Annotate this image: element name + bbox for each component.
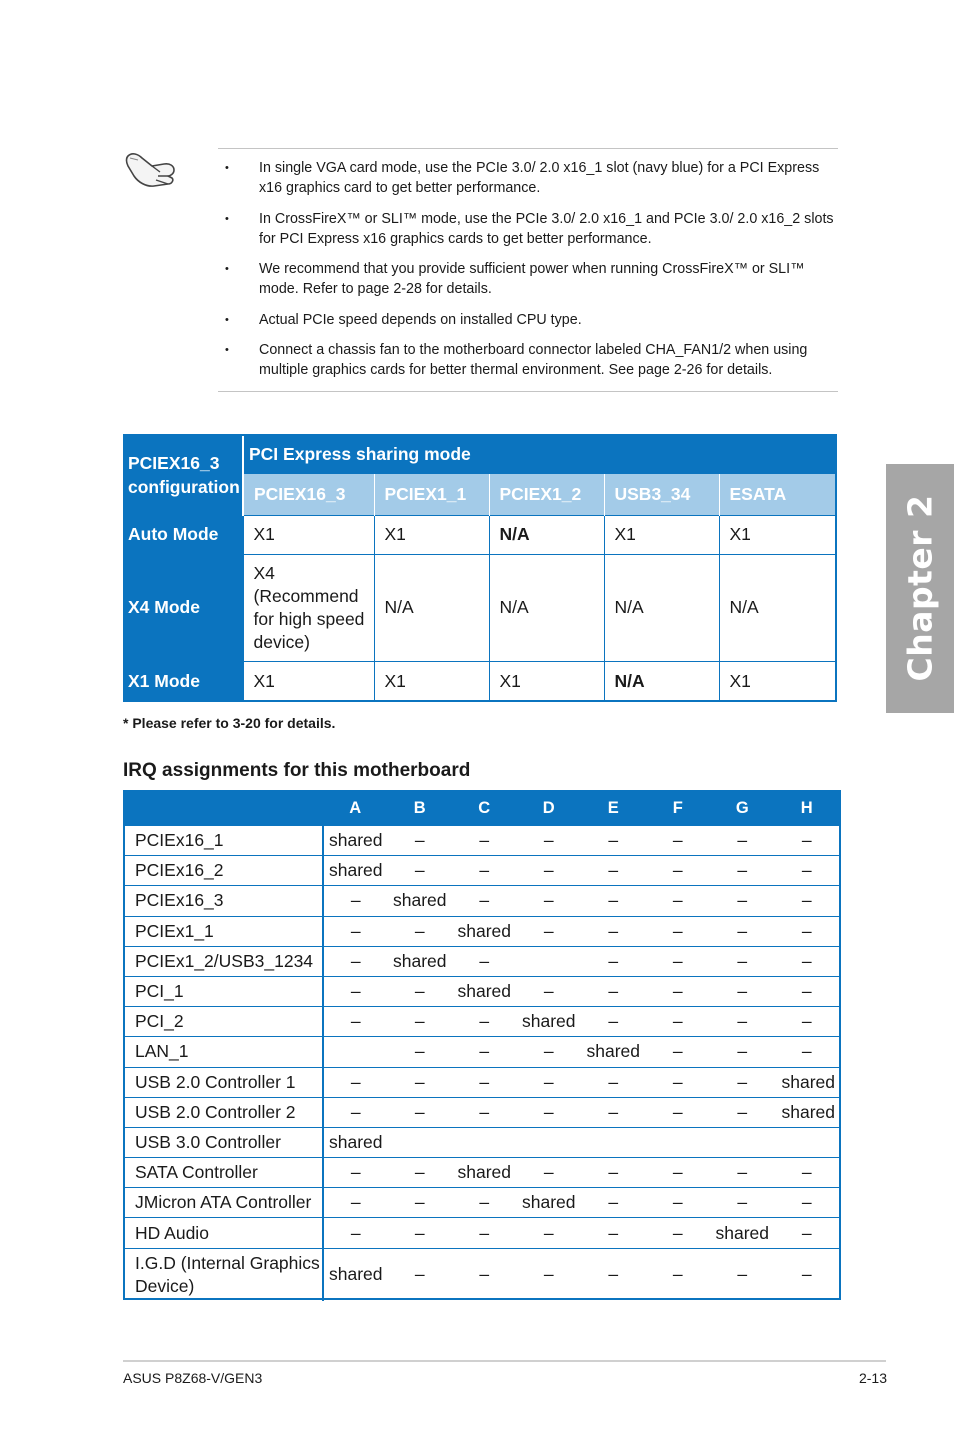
irq-cell	[388, 1127, 453, 1157]
pcie-row	[123, 554, 837, 661]
irq-cell: –	[646, 826, 711, 856]
irq-cell: –	[710, 856, 775, 886]
irq-row	[125, 856, 839, 886]
pcie-col-header: PCIEX1_1	[374, 474, 489, 515]
irq-cell: –	[646, 1188, 711, 1218]
footer-page-number: 2-13	[858, 1370, 887, 1386]
irq-cell	[517, 1127, 582, 1157]
irq-cell: –	[646, 976, 711, 1006]
irq-row	[125, 946, 839, 976]
irq-cell: shared	[323, 826, 388, 856]
irq-cell: –	[517, 886, 582, 916]
irq-cell: shared	[517, 1007, 582, 1037]
irq-col-header: A	[323, 792, 388, 826]
irq-cell: –	[517, 1218, 582, 1248]
irq-col-header: F	[646, 792, 711, 826]
irq-cell: –	[452, 1067, 517, 1097]
irq-cell: –	[323, 946, 388, 976]
irq-cell: –	[646, 1007, 711, 1037]
bullet-icon: •	[225, 263, 229, 275]
irq-cell: –	[452, 1097, 517, 1127]
bullet-icon: •	[225, 344, 229, 356]
pcie-row	[123, 515, 837, 554]
irq-cell: –	[388, 826, 453, 856]
irq-cell: shared	[452, 1158, 517, 1188]
irq-cell: –	[646, 1158, 711, 1188]
irq-cell: shared	[323, 856, 388, 886]
irq-cell: –	[517, 1158, 582, 1188]
pcie-row-label: X1 Mode	[123, 661, 243, 702]
irq-cell: –	[323, 1158, 388, 1188]
pcie-col-header: ESATA	[719, 474, 837, 515]
irq-cell: –	[452, 1188, 517, 1218]
irq-col-header: B	[388, 792, 453, 826]
irq-cell: shared	[323, 1127, 388, 1157]
irq-cell: –	[517, 1067, 582, 1097]
irq-device-name: PCIEx1_2/USB3_1234	[125, 946, 323, 976]
irq-cell: –	[581, 946, 646, 976]
footer-product-name: ASUS P8Z68-V/GEN3	[123, 1370, 263, 1386]
irq-cell: shared	[775, 1067, 840, 1097]
chapter-tab	[886, 464, 954, 713]
irq-cell: –	[775, 886, 840, 916]
pcie-sharing-table	[123, 434, 837, 702]
irq-row	[125, 1097, 839, 1127]
pcie-corner-header: PCIEX16_3 configuration	[123, 434, 243, 515]
pcie-cell: X1	[374, 515, 489, 554]
pcie-col-header: PCIEX1_2	[489, 474, 604, 515]
irq-col-header: C	[452, 792, 517, 826]
irq-cell: –	[452, 856, 517, 886]
pcie-cell: X1	[374, 661, 489, 702]
bullet-icon: •	[225, 162, 229, 174]
irq-cell: –	[775, 976, 840, 1006]
irq-row	[125, 1248, 839, 1301]
irq-cell: –	[388, 1067, 453, 1097]
irq-cell: –	[388, 1158, 453, 1188]
irq-table	[125, 792, 839, 1301]
irq-cell: –	[581, 856, 646, 886]
irq-row	[125, 826, 839, 856]
note-item: • Connect a chassis fan to the motherboard connector labeled CHA_FAN1/2 when using multiple graphics cards for better thermal environment. See page 2-26 for details.	[225, 342, 808, 378]
irq-device-name: PCIEx16_3	[125, 886, 323, 916]
irq-cell: –	[452, 1248, 517, 1301]
pcie-row-label: Auto Mode	[123, 515, 243, 554]
irq-cell: –	[388, 1097, 453, 1127]
irq-cell: –	[646, 946, 711, 976]
pcie-cell: X1	[243, 661, 374, 702]
irq-cell: –	[452, 1037, 517, 1067]
pcie-cell: X1	[243, 515, 374, 554]
irq-row	[125, 1037, 839, 1067]
irq-cell: –	[452, 946, 517, 976]
bullet-icon: •	[225, 212, 229, 225]
irq-cell: –	[323, 916, 388, 946]
irq-cell	[517, 946, 582, 976]
irq-cell: –	[646, 1037, 711, 1067]
irq-table-body	[125, 826, 839, 1301]
irq-device-name: PCIEx16_1	[125, 826, 323, 856]
irq-row	[125, 1218, 839, 1248]
irq-cell: –	[775, 1188, 840, 1218]
irq-cell	[710, 1127, 775, 1157]
irq-device-name: USB 2.0 Controller 1	[125, 1067, 323, 1097]
irq-cell: shared	[452, 976, 517, 1006]
note-item: • Actual PCIe speed depends on installed CPU type.	[225, 311, 582, 328]
irq-cell: –	[581, 826, 646, 856]
irq-cell: –	[517, 1248, 582, 1301]
irq-cell: shared	[452, 916, 517, 946]
irq-cell: –	[452, 886, 517, 916]
irq-device-name: JMicron ATA Controller	[125, 1188, 323, 1218]
irq-row	[125, 1158, 839, 1188]
irq-row	[125, 1007, 839, 1037]
pcie-cell: N/A	[489, 554, 604, 661]
pcie-cell: X1	[489, 661, 604, 702]
pcie-cell: X1	[719, 515, 837, 554]
irq-cell: –	[710, 946, 775, 976]
irq-row	[125, 1067, 839, 1097]
irq-cell: –	[646, 856, 711, 886]
irq-row	[125, 976, 839, 1006]
irq-cell: –	[775, 1248, 840, 1301]
irq-cell	[452, 1127, 517, 1157]
irq-col-header: G	[710, 792, 775, 826]
pcie-cell: N/A	[374, 554, 489, 661]
irq-cell: –	[323, 1067, 388, 1097]
irq-row	[125, 1127, 839, 1157]
pcie-cell: N/A	[489, 515, 604, 554]
irq-cell: –	[323, 976, 388, 1006]
irq-cell: –	[581, 1248, 646, 1301]
irq-device-name: LAN_1	[125, 1037, 323, 1067]
irq-cell: shared	[710, 1218, 775, 1248]
irq-cell: –	[775, 1007, 840, 1037]
pcie-cell: X1	[604, 515, 719, 554]
pcie-row-label: X4 Mode	[123, 554, 243, 661]
irq-cell: –	[581, 1188, 646, 1218]
footnote: * Please refer to 3-20 for details.	[123, 715, 336, 731]
irq-col-header: H	[775, 792, 840, 826]
irq-cell: –	[710, 1067, 775, 1097]
irq-cell: –	[323, 1007, 388, 1037]
irq-row	[125, 886, 839, 916]
irq-cell: –	[452, 1007, 517, 1037]
hand-pointing-icon	[124, 146, 180, 190]
pcie-cell: X1	[719, 661, 837, 702]
irq-cell: –	[646, 1067, 711, 1097]
irq-device-name: PCIEx1_1	[125, 916, 323, 946]
irq-cell: –	[517, 916, 582, 946]
irq-cell: –	[710, 826, 775, 856]
irq-device-name: PCI_2	[125, 1007, 323, 1037]
irq-cell: –	[388, 916, 453, 946]
irq-cell: –	[452, 826, 517, 856]
note-box	[218, 148, 838, 392]
irq-col-header: E	[581, 792, 646, 826]
irq-cell: –	[517, 826, 582, 856]
pcie-col-header: PCIEX16_3	[243, 474, 374, 515]
irq-cell: shared	[775, 1097, 840, 1127]
irq-device-name: PCIEx16_2	[125, 856, 323, 886]
irq-device-name: SATA Controller	[125, 1158, 323, 1188]
irq-cell: –	[388, 1218, 453, 1248]
irq-cell	[581, 1127, 646, 1157]
irq-device-name: PCI_1	[125, 976, 323, 1006]
irq-cell: –	[581, 1067, 646, 1097]
irq-cell: –	[710, 976, 775, 1006]
irq-cell: shared	[388, 886, 453, 916]
note-item: • In single VGA card mode, use the PCIe 3.0/ 2.0 x16_1 slot (navy blue) for a PCI Express x16 graphics card to get better performance.	[225, 160, 820, 196]
pcie-row	[123, 661, 837, 702]
irq-section-title: IRQ assignments for this motherboard	[123, 760, 471, 781]
irq-cell: –	[775, 946, 840, 976]
irq-cell: –	[388, 976, 453, 1006]
irq-cell: –	[581, 886, 646, 916]
irq-device-name: USB 3.0 Controller	[125, 1127, 323, 1157]
irq-cell: –	[581, 976, 646, 1006]
irq-cell: shared	[581, 1037, 646, 1067]
irq-cell: shared	[323, 1248, 388, 1301]
irq-cell: –	[517, 1037, 582, 1067]
irq-cell: –	[710, 1188, 775, 1218]
irq-cell: –	[710, 916, 775, 946]
irq-cell	[646, 1127, 711, 1157]
irq-cell: –	[581, 916, 646, 946]
irq-cell: –	[710, 1007, 775, 1037]
irq-device-name: USB 2.0 Controller 2	[125, 1097, 323, 1127]
irq-cell: –	[646, 886, 711, 916]
irq-cell: –	[388, 1248, 453, 1301]
irq-cell: –	[646, 916, 711, 946]
irq-cell: –	[710, 1097, 775, 1127]
irq-cell: –	[581, 1097, 646, 1127]
irq-cell: –	[646, 1097, 711, 1127]
irq-cell: shared	[517, 1188, 582, 1218]
irq-col-header: D	[517, 792, 582, 826]
irq-device-name: I.G.D (Internal Graphics Device)	[125, 1248, 323, 1301]
irq-cell	[775, 1127, 840, 1157]
irq-cell: –	[517, 976, 582, 1006]
pcie-cell: X4 (Recommend for high speed device)	[243, 554, 374, 661]
irq-cell: –	[775, 1158, 840, 1188]
pcie-group-header: PCI Express sharing mode	[243, 434, 837, 474]
irq-cell: –	[581, 1158, 646, 1188]
irq-row	[125, 916, 839, 946]
irq-row	[125, 1188, 839, 1218]
irq-cell: –	[775, 1037, 840, 1067]
irq-cell	[323, 1037, 388, 1067]
irq-cell: –	[323, 1188, 388, 1218]
irq-cell: –	[775, 916, 840, 946]
irq-cell: –	[710, 1248, 775, 1301]
irq-cell: –	[323, 886, 388, 916]
irq-cell: –	[388, 856, 453, 886]
irq-cell: –	[710, 1158, 775, 1188]
chapter-label: Chapter 2	[900, 494, 940, 682]
irq-cell: –	[775, 826, 840, 856]
irq-cell: shared	[388, 946, 453, 976]
irq-cell: –	[517, 1097, 582, 1127]
irq-table-container	[123, 790, 841, 1300]
irq-cell: –	[581, 1218, 646, 1248]
pcie-cell: N/A	[604, 661, 719, 702]
irq-cell: –	[775, 856, 840, 886]
note-list	[218, 158, 838, 391]
irq-cell: –	[710, 886, 775, 916]
irq-cell: –	[388, 1188, 453, 1218]
irq-device-name: HD Audio	[125, 1218, 323, 1248]
irq-cell: –	[581, 1007, 646, 1037]
irq-cell: –	[646, 1218, 711, 1248]
pcie-cell: N/A	[719, 554, 837, 661]
irq-cell: –	[323, 1097, 388, 1127]
note-item: • In CrossFireX™ or SLI™ mode, use the PCIe 3.0/ 2.0 x16_1 and PCIe 3.0/ 2.0 x16_2 slots for PCI Express x16 graphics cards to get better performance.	[225, 210, 834, 247]
irq-cell: –	[775, 1218, 840, 1248]
pcie-col-header: USB3_34	[604, 474, 719, 515]
irq-header-blank	[125, 792, 323, 826]
irq-cell: –	[323, 1218, 388, 1248]
irq-cell: –	[710, 1037, 775, 1067]
irq-cell: –	[388, 1007, 453, 1037]
pcie-cell: N/A	[604, 554, 719, 661]
irq-cell: –	[452, 1218, 517, 1248]
note-item: • We recommend that you provide sufficient power when running CrossFireX™ or SLI™ mode. Refer to page 2-28 for details.	[225, 261, 805, 297]
irq-cell: –	[388, 1037, 453, 1067]
irq-cell: –	[517, 856, 582, 886]
irq-cell: –	[646, 1248, 711, 1301]
footer-divider	[123, 1360, 886, 1362]
bullet-icon: •	[225, 313, 229, 326]
